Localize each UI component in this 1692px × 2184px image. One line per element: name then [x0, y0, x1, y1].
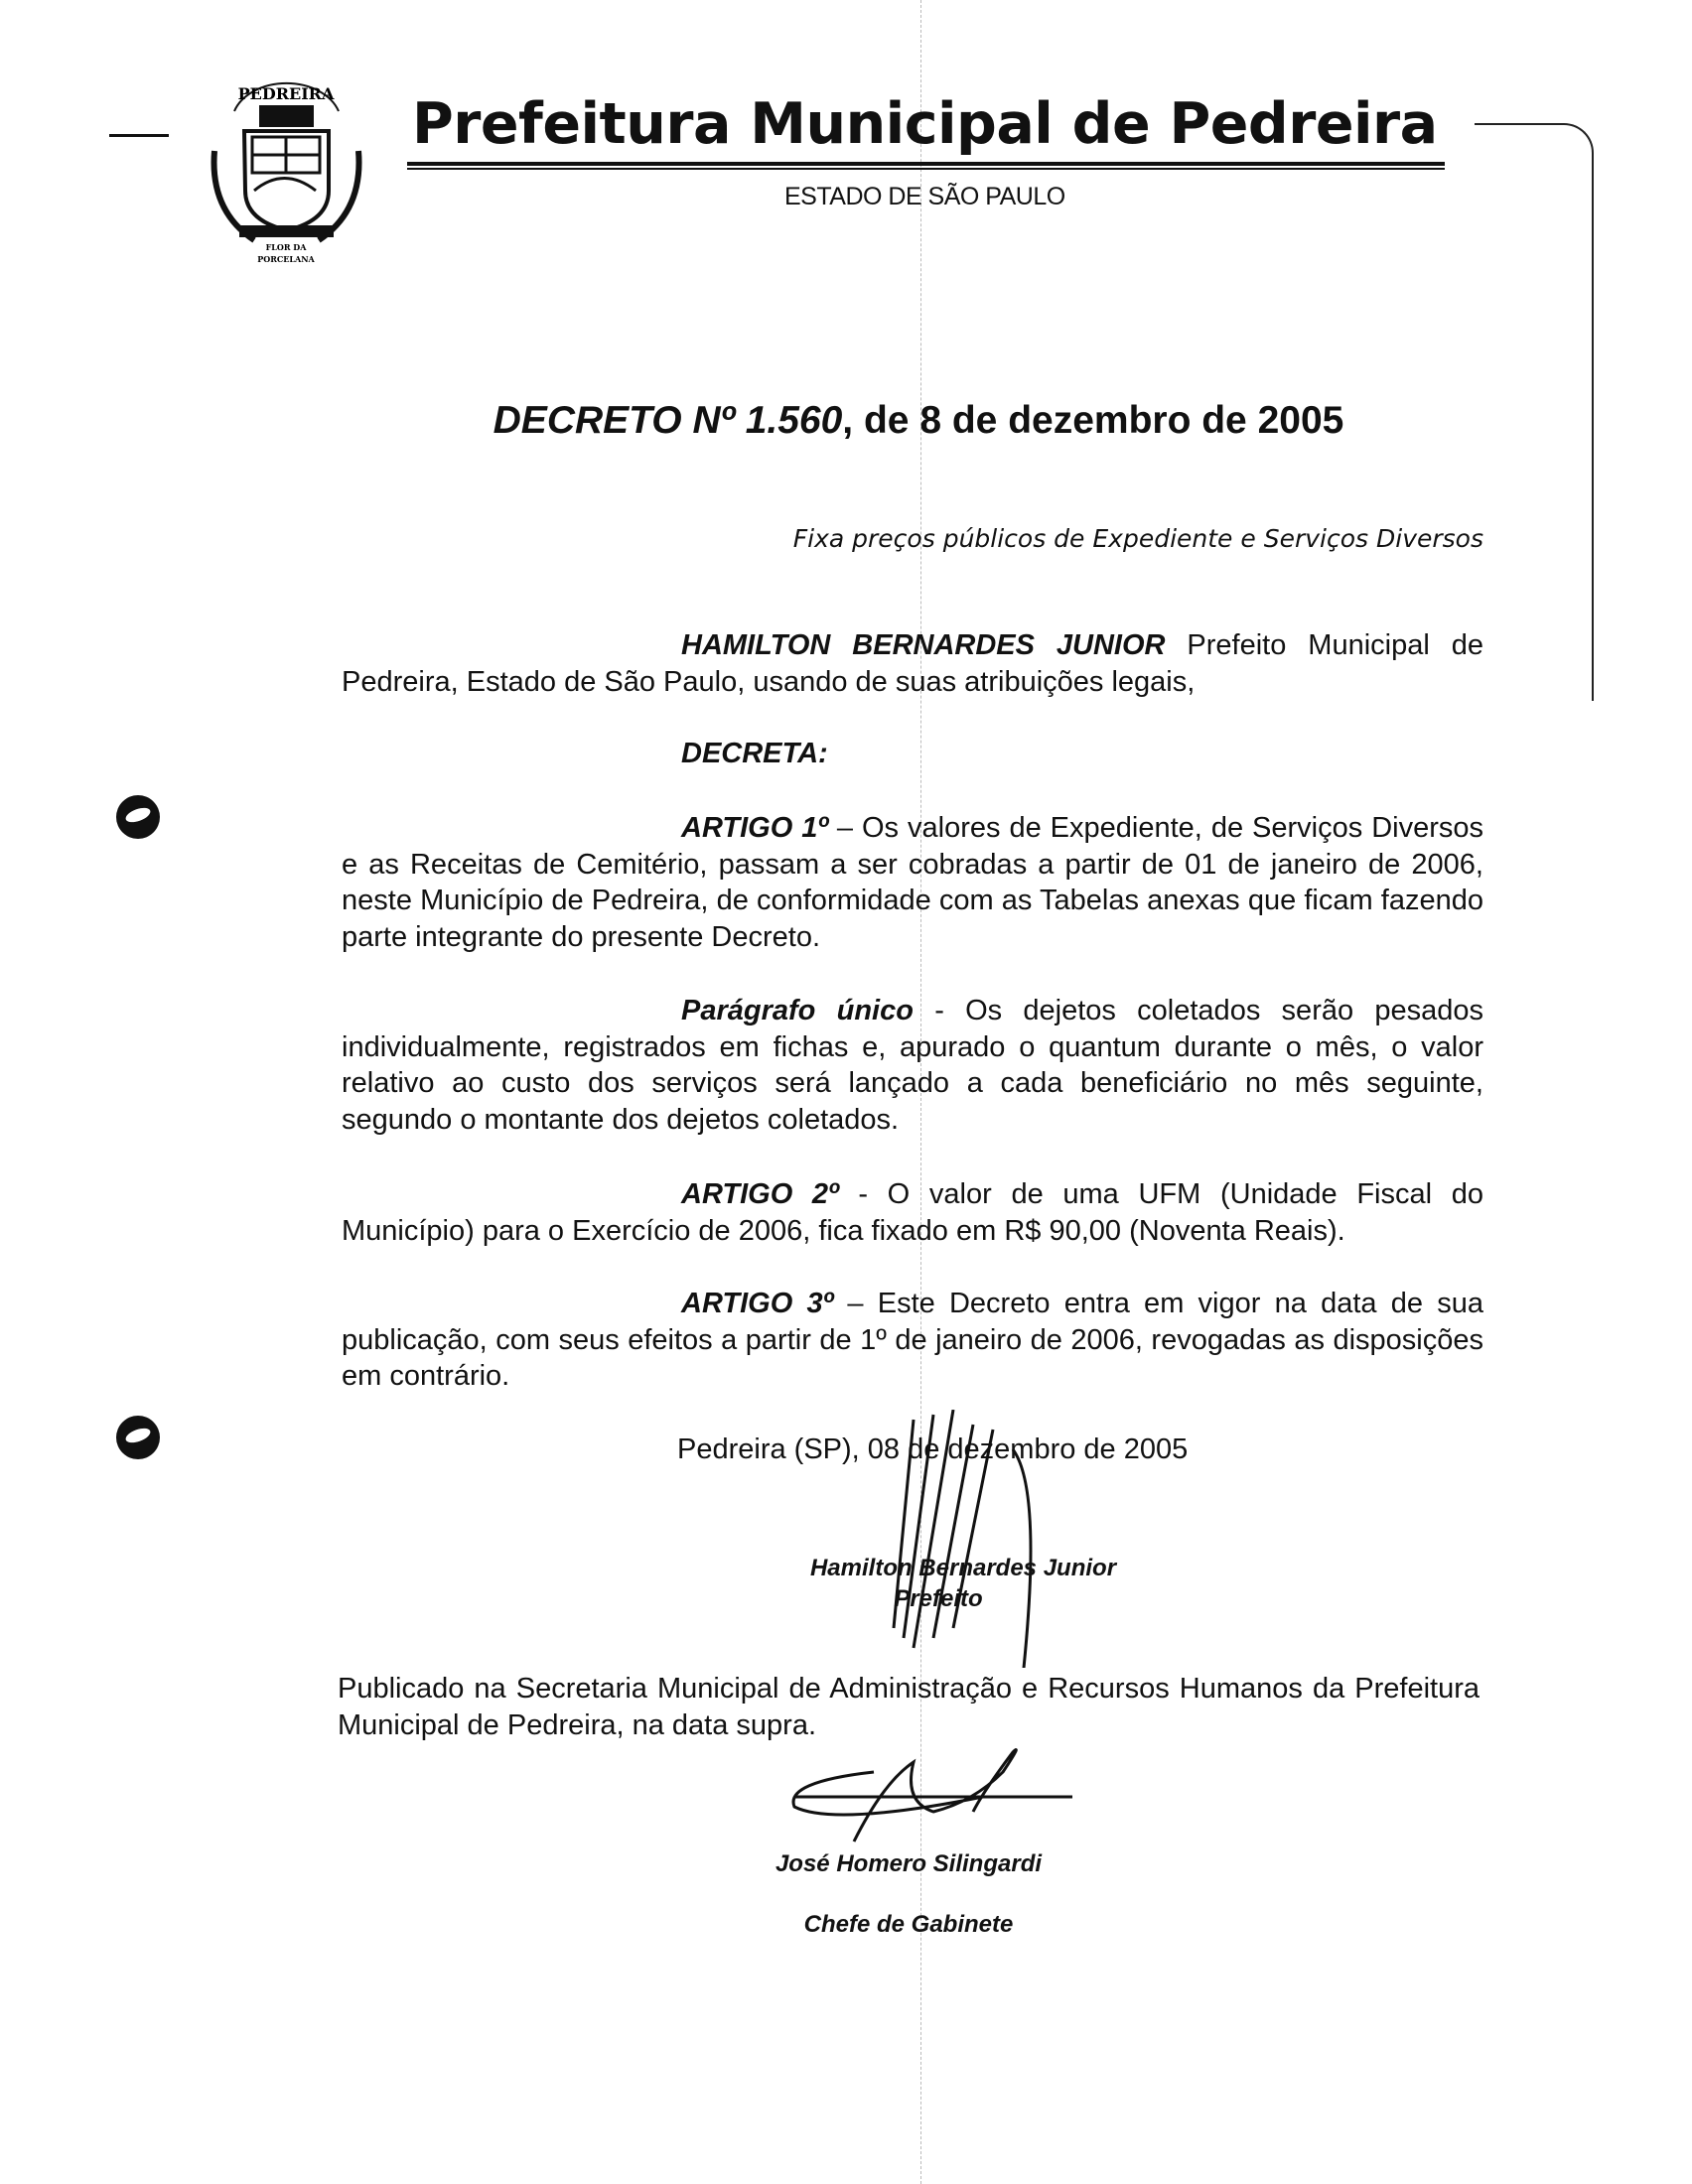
- chief-signature: [784, 1742, 1092, 1851]
- article-1-label: ARTIGO 1º: [681, 812, 828, 844]
- article-3-label: ARTIGO 3º: [681, 1288, 834, 1319]
- mayor-role: Prefeito: [894, 1585, 983, 1612]
- sole-paragraph: [342, 993, 1483, 1138]
- state-subtitle: ESTADO DE SÃO PAULO: [784, 183, 1065, 210]
- article-1: [342, 810, 1483, 955]
- punch-hole-icon: [116, 795, 160, 839]
- article-3: [342, 1286, 1483, 1395]
- municipal-crest-logo: [205, 71, 368, 265]
- sole-paragraph-label: Parágrafo único: [681, 995, 914, 1026]
- mayor-name: HAMILTON BERNARDES JUNIOR: [681, 629, 1166, 661]
- intro-paragraph: [342, 627, 1483, 700]
- chief-role: Chefe de Gabinete: [803, 1911, 1014, 1938]
- decree-number: DECRETO Nº 1.560: [493, 399, 843, 442]
- article-3-text: – Este Decreto entra em vigor na data de sua publicação, com seus efeitos a partir de 1º de janeiro de 2006, revogadas as disposições em contrário.: [342, 1288, 1483, 1392]
- title-underline: [407, 162, 1445, 166]
- article-1-text: – Os valores de Expediente, de Serviços Diversos e as Receitas de Cemitério, passam a ser cobradas a partir de 01 de janeiro de 2006, neste Município de Pedreira, de conformidade com as Tabelas anexas que ficam fazendo parte integrante do presente Decreto.: [342, 812, 1483, 953]
- sole-paragraph-text: - Os dejetos coletados serão pesados individualmente, registrados em fichas e, apurado o quantum durante o mês, o valor relativo ao custo dos serviços será lançado a cada beneficiário no mês seguinte, segundo o montante dos dejetos coletados.: [342, 995, 1483, 1136]
- publication-note: Publicado na Secretaria Municipal de Administração e Recursos Humanos da Prefeitura Municipal de Pedreira, na data supra.: [338, 1673, 1480, 1741]
- decreta-heading: [342, 736, 1483, 772]
- decree-date: , de 8 de dezembro de 2005: [842, 399, 1344, 442]
- intro-text: Prefeito Municipal de Pedreira, Estado de São Paulo, usando de suas atribuições legais,: [342, 629, 1483, 698]
- decree-summary: Fixa preços públicos de Expediente e Serviços Diversos: [792, 524, 1483, 553]
- article-2-label: ARTIGO 2º: [681, 1178, 839, 1210]
- decreta-label: DECRETA:: [681, 738, 828, 769]
- decree-heading: [298, 399, 1539, 443]
- page-title: Prefeitura Municipal de Pedreira: [412, 91, 1438, 157]
- svg-text:PORCELANA: PORCELANA: [257, 254, 315, 264]
- scan-mark: [109, 134, 169, 137]
- article-2: [342, 1176, 1483, 1249]
- mayor-name-signed: Hamilton Bernardes Junior: [809, 1555, 1117, 1581]
- chief-name: José Homero Silingardi: [775, 1850, 1043, 1877]
- punch-hole-icon: [116, 1416, 160, 1459]
- mayor-signature: [874, 1410, 1092, 1668]
- title-underline-thin: [407, 168, 1445, 170]
- article-2-text: - O valor de uma UFM (Unidade Fiscal do Município) para o Exercício de 2006, fica fixado em R$ 90,00 (Noventa Reais).: [342, 1178, 1483, 1247]
- place-date: Pedreira (SP), 08 de dezembro de 2005: [677, 1433, 1189, 1465]
- svg-text:PEDREIRA: PEDREIRA: [237, 84, 335, 103]
- svg-text:FLOR DA: FLOR DA: [265, 242, 307, 252]
